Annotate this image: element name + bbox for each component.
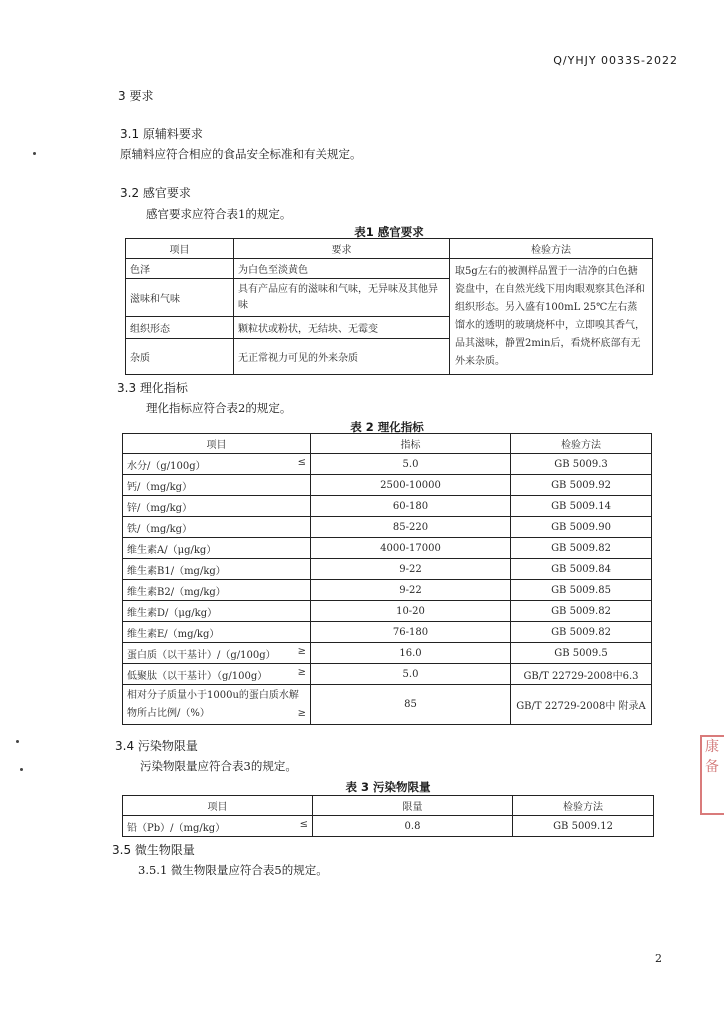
table2-item-cell xyxy=(123,538,311,559)
table3-contaminants xyxy=(122,795,654,837)
table2-header: 检验方法 xyxy=(511,434,652,454)
table2-item-label: 维生素E/（mg/kg） xyxy=(127,628,220,640)
table2-comparator: ≤ xyxy=(297,456,306,468)
table2-item-cell xyxy=(123,454,311,475)
table2-item-cell xyxy=(123,517,311,538)
table1-method-cell: 取5g左右的被测样品置于一洁净的白色搪瓷盘中，在自然光线下用肉眼观察其色泽和组织形态。另入盛有100mL 25℃左右蒸馏水的透明的玻璃烧杯中，立即嗅其香气，品其滋味，静置2min后，看烧杯底部有无外来杂质。 xyxy=(450,259,653,375)
page-number: 2 xyxy=(655,952,662,965)
table2-value-cell: 85 xyxy=(311,685,511,725)
table2-item-cell xyxy=(123,601,311,622)
table2-row xyxy=(123,454,652,475)
scan-speck xyxy=(16,740,19,743)
table2-item-label: 蛋白质（以干基计）/（g/100g） xyxy=(127,649,276,661)
section-3-1-text: 原辅料应符合相应的食品安全标准和有关规定。 xyxy=(120,147,362,161)
section-3-1-heading: 3.1 原辅料要求 xyxy=(120,127,203,141)
table2-item-cell xyxy=(123,559,311,580)
table2-item-cell xyxy=(123,496,311,517)
table2-method-cell: GB 5009.84 xyxy=(511,559,652,580)
table2-value-cell: 9-22 xyxy=(311,580,511,601)
section-3-4-heading: 3.4 污染物限量 xyxy=(115,739,198,753)
table1-cell: 颗粒状或粉状，无结块、无霉变 xyxy=(234,317,450,339)
section-3-heading: 3 要求 xyxy=(118,89,154,103)
table2-item-label: 低聚肽（以干基计）（g/100g） xyxy=(127,670,268,682)
table3-item-cell xyxy=(123,816,313,837)
table2-row xyxy=(123,517,652,538)
table2-comparator: ≥ xyxy=(297,707,306,719)
table2-item-cell xyxy=(123,685,311,725)
table2-method-cell: GB 5009.5 xyxy=(511,643,652,664)
table2-value-cell: 85-220 xyxy=(311,517,511,538)
table3-header: 检验方法 xyxy=(513,796,654,816)
table2-value-cell: 16.0 xyxy=(311,643,511,664)
table3-comparator: ≤ xyxy=(299,818,308,830)
table2-value-cell: 60-180 xyxy=(311,496,511,517)
table2-item-label: 锌/（mg/kg） xyxy=(127,502,193,514)
table3-item-label: 铅（Pb）/（mg/kg） xyxy=(127,822,226,834)
table1-header: 要求 xyxy=(234,239,450,259)
table2-method-cell: GB 5009.82 xyxy=(511,601,652,622)
table3-header: 限量 xyxy=(313,796,513,816)
table2-item-label: 相对分子质量小于1000u的蛋白质水解物所占比例/（%） xyxy=(127,689,299,719)
table2-item-label: 水分/（g/100g） xyxy=(127,460,206,472)
section-3-3-heading: 3.3 理化指标 xyxy=(117,381,188,395)
table3-caption: 表 3 污染物限量 xyxy=(345,780,431,794)
table3-row xyxy=(123,816,654,837)
table2-value-cell: 5.0 xyxy=(311,454,511,475)
table2-row xyxy=(123,475,652,496)
table2-row xyxy=(123,664,652,685)
table2-comparator: ≥ xyxy=(297,666,306,678)
section-3-5-text: 3.5.1 微生物限量应符合表5的规定。 xyxy=(138,863,328,877)
table1-cell: 组织形态 xyxy=(126,317,234,339)
table2-method-cell: GB 5009.92 xyxy=(511,475,652,496)
table1-header: 项目 xyxy=(126,239,234,259)
table1-cell: 杂质 xyxy=(126,339,234,375)
table2-caption: 表 2 理化指标 xyxy=(350,420,424,434)
red-seal-stamp-fragment: 康 备 xyxy=(700,735,724,815)
table2-method-cell: GB 5009.90 xyxy=(511,517,652,538)
table1-cell: 为白色至淡黄色 xyxy=(234,259,450,279)
table2-header: 指标 xyxy=(311,434,511,454)
table2-method-cell: GB 5009.85 xyxy=(511,580,652,601)
table2-item-cell xyxy=(123,622,311,643)
table1-cell: 具有产品应有的滋味和气味，无异味及其他异味 xyxy=(234,279,450,317)
table2-header: 项目 xyxy=(123,434,311,454)
table3-value-cell: 0.8 xyxy=(313,816,513,837)
table1-caption: 表1 感官要求 xyxy=(354,225,424,239)
table2-row xyxy=(123,643,652,664)
table2-physchem xyxy=(122,433,652,725)
table2-value-cell: 76-180 xyxy=(311,622,511,643)
scan-speck xyxy=(33,152,36,155)
table2-item-cell xyxy=(123,643,311,664)
table2-comparator: ≥ xyxy=(297,645,306,657)
table2-item-label: 维生素A/（μg/kg） xyxy=(127,544,217,556)
table2-value-cell: 4000-17000 xyxy=(311,538,511,559)
table2-row xyxy=(123,496,652,517)
table2-method-cell: GB 5009.14 xyxy=(511,496,652,517)
table2-method-cell: GB 5009.82 xyxy=(511,622,652,643)
table2-item-label: 维生素B1/（mg/kg） xyxy=(127,565,226,577)
table2-item-cell xyxy=(123,580,311,601)
table2-value-cell: 5.0 xyxy=(311,664,511,685)
document-code: Q/YHJY 0033S-2022 xyxy=(553,54,678,67)
table1-sensory xyxy=(125,238,653,375)
table2-value-cell: 9-22 xyxy=(311,559,511,580)
table3-method-cell: GB 5009.12 xyxy=(513,816,654,837)
table2-item-cell xyxy=(123,664,311,685)
table1-header: 检验方法 xyxy=(450,239,653,259)
table1-cell: 色泽 xyxy=(126,259,234,279)
table2-item-label: 维生素B2/（mg/kg） xyxy=(127,586,226,598)
table2-row xyxy=(123,622,652,643)
table1-cell: 无正常视力可见的外来杂质 xyxy=(234,339,450,375)
table2-item-label: 维生素D/（μg/kg） xyxy=(127,607,218,619)
table2-item-label: 铁/（mg/kg） xyxy=(127,523,193,535)
section-3-2-heading: 3.2 感官要求 xyxy=(120,186,191,200)
section-3-4-text: 污染物限量应符合表3的规定。 xyxy=(140,759,297,773)
table2-row xyxy=(123,601,652,622)
table2-row xyxy=(123,559,652,580)
table2-method-cell: GB 5009.82 xyxy=(511,538,652,559)
table2-method-cell: GB/T 22729-2008中6.3 xyxy=(511,664,652,685)
table2-row xyxy=(123,538,652,559)
section-3-3-text: 理化指标应符合表2的规定。 xyxy=(146,401,292,415)
table2-value-cell: 10-20 xyxy=(311,601,511,622)
table2-row xyxy=(123,685,652,725)
table2-value-cell: 2500-10000 xyxy=(311,475,511,496)
table2-item-label: 钙/（mg/kg） xyxy=(127,481,193,493)
section-3-2-text: 感官要求应符合表1的规定。 xyxy=(146,207,292,221)
table2-method-cell: GB 5009.3 xyxy=(511,454,652,475)
table2-row xyxy=(123,580,652,601)
table1-cell: 滋味和气味 xyxy=(126,279,234,317)
table2-method-cell: GB/T 22729-2008中 附录A xyxy=(511,685,652,725)
section-3-5-heading: 3.5 微生物限量 xyxy=(112,843,195,857)
scan-speck xyxy=(20,768,23,771)
table2-item-cell xyxy=(123,475,311,496)
table3-header: 项目 xyxy=(123,796,313,816)
